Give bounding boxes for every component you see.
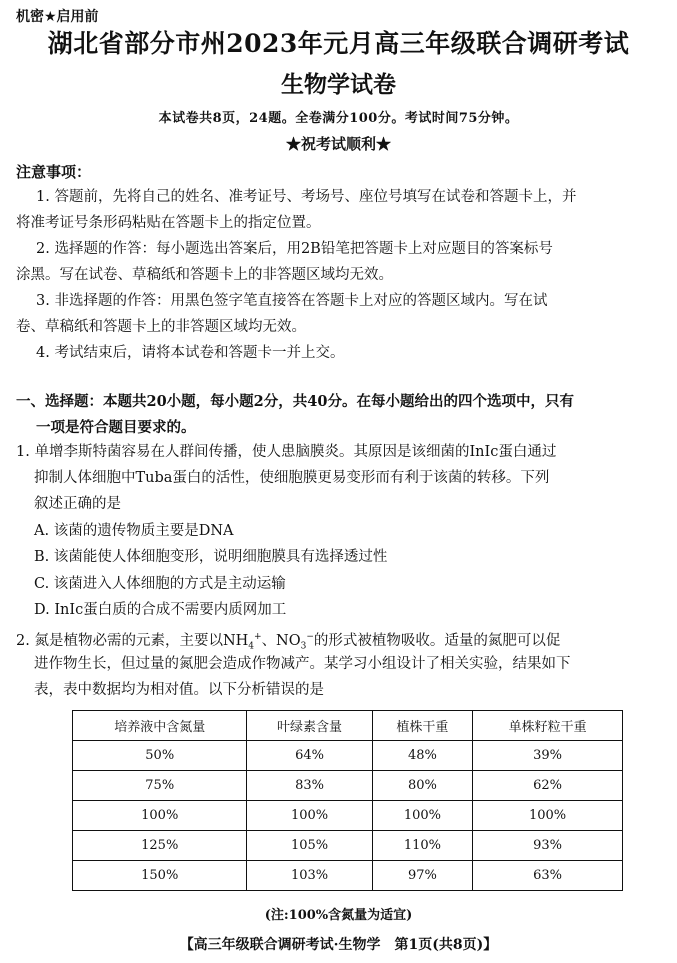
table-cell: 150% [73, 861, 247, 891]
table-header: 培养液中含氮量 [73, 711, 247, 741]
question-1-option-b: B. 该菌能使人体细胞变形，说明细胞膜具有选择透过性 [34, 549, 388, 565]
table-row [73, 741, 623, 771]
table-cell: 100% [372, 801, 473, 831]
confidential-label: 机密★启用前 [16, 9, 99, 25]
table-cell: 100% [247, 801, 372, 831]
note-line: 将准考证号条形码粘贴在答题卡上的指定位置。 [16, 215, 321, 231]
note-line: 涂黑。写在试卷、草稿纸和答题卡上的非答题区域均无效。 [16, 267, 393, 283]
question-1-text: 抑制人体细胞中Tuba蛋白的活性，使细胞膜更易变形而有利于该菌的转移。下列 [34, 470, 550, 486]
table-cell: 64% [247, 741, 372, 771]
table-row [73, 831, 623, 861]
table-cell: 100% [73, 801, 247, 831]
table-cell: 80% [372, 771, 473, 801]
exam-info: 本试卷共8页，24题。全卷满分100分。考试时间75分钟。 [158, 111, 519, 126]
question-1-option-d: D. InIc蛋白质的合成不需要内质网加工 [34, 602, 287, 618]
table-row [73, 801, 623, 831]
question-2-text: 2. 氮是植物必需的元素，主要以$NH_4^+$、$NO_3^-$的形式被植物吸收。适量的氮肥可以促 [16, 632, 561, 652]
table-header: 叶绿素含量 [247, 711, 372, 741]
table-cell: 83% [247, 771, 372, 801]
exam-title: 湖北省部分市州2023年元月高三年级联合调研考试 [47, 29, 630, 58]
table-cell: 75% [73, 771, 247, 801]
notes-heading: 注意事项： [16, 163, 92, 181]
table-cell: 50% [73, 741, 247, 771]
table-cell: 103% [247, 861, 372, 891]
note-line: 4. 考试结束后，请将本试卷和答题卡一并上交。 [36, 345, 345, 361]
section-heading: 一、选择题：本题共20小题，每小题2分，共40分。在每小题给出的四个选项中，只有 [16, 393, 574, 410]
table-cell: 48% [372, 741, 473, 771]
question-1-option-c: C. 该菌进入人体细胞的方式是主动运输 [34, 576, 286, 592]
section-heading-cont: 一项是符合题目要求的。 [36, 419, 196, 436]
table-header: 单株籽粒干重 [473, 711, 623, 741]
note-line: 2. 选择题的作答：每小题选出答案后，用2B铅笔把答题卡上对应题目的答案标号 [36, 241, 553, 257]
question-1-text: 叙述正确的是 [34, 496, 121, 512]
table-cell: 97% [372, 861, 473, 891]
good-luck-line: ★祝考试顺利★ [285, 135, 391, 153]
exam-subtitle: 生物学试卷 [281, 71, 396, 98]
note-line: 1. 答题前，先将自己的姓名、准考证号、考场号、座位号填写在试卷和答题卡上，并 [36, 189, 577, 205]
table-header: 植株干重 [372, 711, 473, 741]
table-cell: 93% [473, 831, 623, 861]
table-cell: 125% [73, 831, 247, 861]
question-2-text: 表，表中数据均为相对值。以下分析错误的是 [34, 682, 324, 698]
table-cell: 105% [247, 831, 372, 861]
page-footer: 【高三年级联合调研考试·生物学 第1页(共8页)】 [179, 937, 498, 953]
table-header-row [73, 711, 623, 741]
table-cell: 63% [473, 861, 623, 891]
question-2-text: 进作物生长，但过量的氮肥会造成作物减产。某学习小组设计了相关实验，结果如下 [34, 656, 571, 672]
table-cell: 110% [372, 831, 473, 861]
table-note: (注:100%含氮量为适宜) [264, 908, 413, 923]
table-row [73, 771, 623, 801]
table-cell: 39% [473, 741, 623, 771]
table-cell: 100% [473, 801, 623, 831]
question-1-option-a: A. 该菌的遗传物质主要是DNA [34, 523, 234, 539]
nitrogen-data-table [72, 710, 623, 891]
note-line: 卷、草稿纸和答题卡上的非答题区域均无效。 [16, 319, 306, 335]
table-row [73, 861, 623, 891]
question-1-text: 1. 单增李斯特菌容易在人群间传播，使人患脑膜炎。其原因是该细菌的InIc蛋白通过 [16, 444, 557, 460]
note-line: 3. 非选择题的作答：用黑色签字笔直接答在答题卡上对应的答题区域内。写在试 [36, 293, 548, 309]
table-cell: 62% [473, 771, 623, 801]
